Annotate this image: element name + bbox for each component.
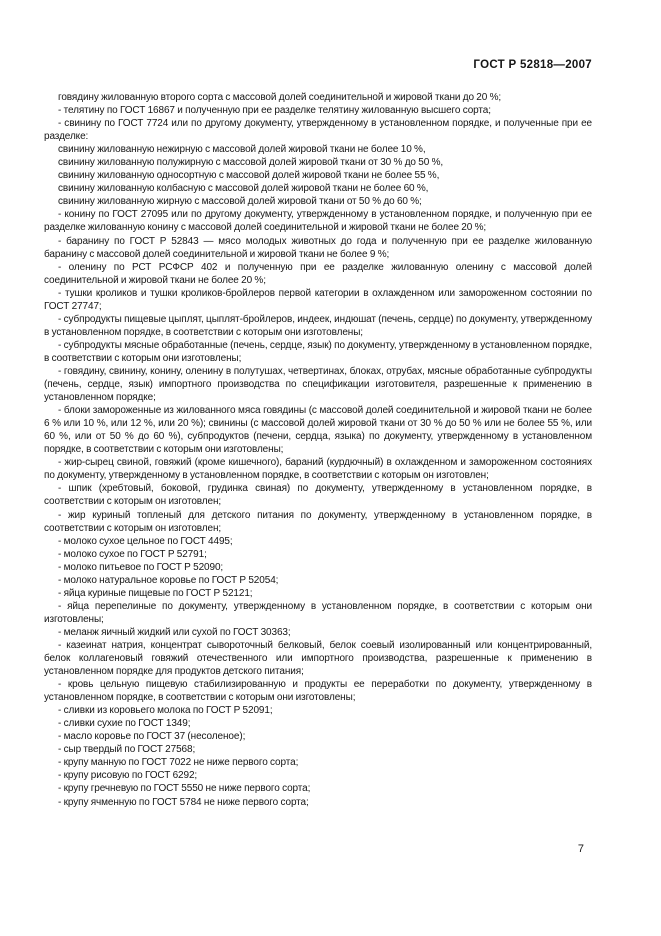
paragraph: - молоко питьевое по ГОСТ Р 52090; (58, 561, 224, 573)
paragraph: - тушки кроликов и тушки кроликов-бройлеров первой категории в охлажденном или замороженном состоянии по ГОСТ 27747; (44, 287, 592, 312)
paragraph: - оленину по РСТ РСФСР 402 и полученную при ее разделке жилованную оленину с массовой долей соединительной и жировой ткани не более 20 %; (44, 261, 592, 286)
paragraph: - сливки из коровьего молока по ГОСТ Р 52091; (58, 705, 273, 717)
paragraph: - шпик (хребтовый, боковой, грудинка свиная) по документу, утвержденному в установленном порядке, в соответствии с которым он изготовлен; (44, 483, 592, 508)
paragraph: - крупу манную по ГОСТ 7022 не ниже первого сорта; (58, 757, 299, 769)
paragraph: - кровь цельную пищевую стабилизированную и продукты ее переработки по документу, утвержденному в установленном порядке, в соответствии с которым они изготовлены; (44, 679, 592, 704)
paragraph: - яйца перепелиные по документу, утвержденному в установленном порядке, в соответствии с которым они изготовлены; (44, 600, 592, 625)
paragraph: - субпродукты пищевые цыплят, цыплят-бройлеров, индеек, индюшат (печень, сердце) по документу, утвержденному в установленном порядке, в соответствии с которым они изготовлены; (44, 313, 593, 338)
paragraph: - масло коровье по ГОСТ 37 (несоленое); (58, 731, 246, 743)
document-body (44, 91, 592, 809)
paragraph: - молоко сухое цельное по ГОСТ 4495; (58, 535, 233, 547)
paragraph: - жир куриный топленый для детского питания по документу, утвержденному в установленном порядке, в соответствии с которым он изготовлен; (44, 509, 592, 534)
paragraph: говядину жилованную второго сорта с массовой долей соединительной и жировой ткани до 20 %; (58, 92, 502, 103)
paragraph: - молоко натуральное коровье по ГОСТ Р 52054; (58, 574, 279, 586)
paragraph: свинину жилованную односортную с массовой долей жировой ткани не более 55 %, (58, 170, 440, 182)
paragraph: - сыр твердый по ГОСТ 27568; (58, 744, 196, 756)
paragraph: свинину жилованную полужирную с массовой долей жировой ткани от 30 % до 50 %, (58, 157, 444, 169)
paragraph: - сливки сухие по ГОСТ 1349; (58, 718, 191, 730)
paragraph: - молоко сухое по ГОСТ Р 52791; (58, 548, 207, 560)
paragraph: - телятину по ГОСТ 16867 и полученную при ее разделке телятину жилованную высшего сорта; (58, 105, 491, 117)
paragraph: - крупу ячменную по ГОСТ 5784 не ниже первого сорта; (58, 796, 309, 808)
paragraph: - говядину, свинину, конину, оленину в полутушах, четвертинах, блоках, отрубах, мясные обработанные субпродукты (печень, сердце, язык) импортного производства по спецификации изготовителя, разрешенные к применению в установленном порядке; (44, 365, 592, 404)
paragraph: свинину жилованную жирную с массовой долей жировой ткани от 50 % до 60 %; (58, 196, 422, 208)
paragraph: - блоки замороженные из жилованного мяса говядины (с массовой долей соединительной и жировой ткани не более 6 % или 10 %, или 12 %, или 20 %); свинины (с массовой долей жировой ткани от 30 % до 50 % или не более 55 %, или 60 %, или от 50 % до 60 %), субпродуктов (печени, сердца, языка) по документу, утвержденному в установленном порядке, в соответствии с которым они изготовлены; (44, 405, 592, 456)
document-code: ГОСТ Р 52818—2007 (473, 59, 592, 71)
paragraph: - яйца куриные пищевые по ГОСТ Р 52121; (58, 587, 253, 599)
page-number: 7 (577, 843, 584, 855)
paragraph: - баранину по ГОСТ Р 52843 — мясо молодых животных до года и полученную при ее разделке жилованную баранину с массовой долей соединительной и жировой ткани не более 9 %; (44, 235, 592, 260)
paragraph: - казеинат натрия, концентрат сывороточный белковый, белок соевый изолированный или концентрированный, белок коллагеновый говяжий отечественного или импортного производства, разрешенные к применению в установленном порядке для продуктов детского питания; (44, 639, 592, 678)
paragraph: - крупу гречневую по ГОСТ 5550 не ниже первого сорта; (58, 783, 311, 795)
paragraph: - меланж яичный жидкий или сухой по ГОСТ 30363; (58, 626, 291, 638)
paragraph: - субпродукты мясные обработанные (печень, сердце, язык) по документу, утвержденному в установленном порядке, в соответствии с которым они изготовлены; (44, 339, 592, 364)
paragraph: - крупу рисовую по ГОСТ 6292; (58, 770, 198, 782)
paragraph: - жир-сырец свиной, говяжий (кроме кишечного), бараний (курдючный) в охлажденном и замороженном состояниях по документу, утвержденному в установленном порядке, в соответствии с которым он изготовлен; (44, 457, 592, 482)
paragraph: - свинину по ГОСТ 7724 или по другому документу, утвержденному в установленном порядке, и полученные при ее разделке: (44, 118, 592, 143)
paragraph: - конину по ГОСТ 27095 или по другому документу, утвержденному в установленном порядке, и полученную при ее разделке жилованную конину с массовой долей соединительной и жировой ткани не более 20 %; (44, 209, 592, 234)
paragraph: свинину жилованную колбасную с массовой долей жировой ткани не более 60 %, (58, 183, 429, 195)
paragraph: свинину жилованную нежирную с массовой долей жировой ткани не более 10 %, (58, 144, 426, 156)
